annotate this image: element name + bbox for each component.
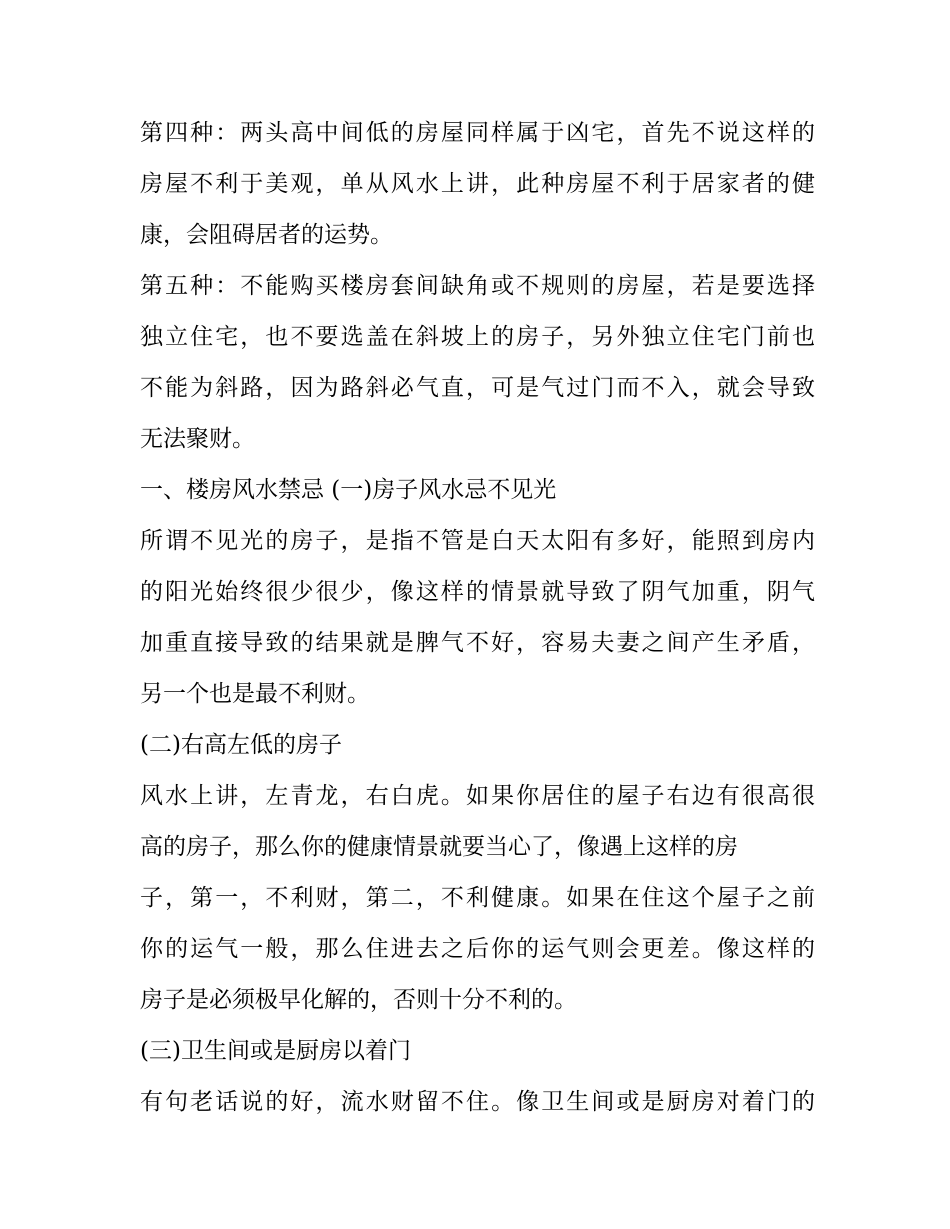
paragraph-line: 另一个也是最不利财。 bbox=[140, 681, 370, 707]
paragraph-line: 加重直接导致的结果就是脾气不好，容易夫妻之间产生矛盾， bbox=[140, 630, 815, 656]
paragraph-line: 不能为斜路，因为路斜必气直，可是气过门而不入，就会导致 bbox=[140, 375, 815, 401]
paragraph-line: 的阳光始终很少很少，像这样的情景就导致了阴气加重，阴气 bbox=[140, 579, 815, 605]
paragraph-line: 独立住宅，也不要选盖在斜坡上的房子，另外独立住宅门前也 bbox=[140, 324, 815, 350]
document-page bbox=[140, 108, 815, 1128]
paragraph-line: 无法聚财。 bbox=[140, 426, 255, 452]
paragraph-line: 第五种：不能购买楼房套间缺角或不规则的房屋，若是要选择 bbox=[140, 273, 815, 299]
paragraph-line: 房子是必须极早化解的，否则十分不利的。 bbox=[140, 987, 577, 1013]
paragraph-line: 有句老话说的好，流水财留不住。像卫生间或是厨房对着门的 bbox=[140, 1089, 815, 1115]
subsection-heading: (三)卫生间或是厨房以着门 bbox=[140, 1038, 411, 1064]
section-heading: 一、楼房风水禁忌 (一)房子风水忌不见光 bbox=[140, 477, 557, 503]
paragraph-line: 所谓不见光的房子，是指不管是白天太阳有多好，能照到房内 bbox=[140, 528, 815, 554]
paragraph-line: 房屋不利于美观，单从风水上讲，此种房屋不利于居家者的健 bbox=[140, 171, 815, 197]
subsection-heading: (二)右高左低的房子 bbox=[140, 732, 342, 758]
paragraph-line: 子，第一，不利财，第二，不利健康。如果在住这个屋子之前 bbox=[140, 885, 815, 911]
paragraph-line: 第四种：两头高中间低的房屋同样属于凶宅，首先不说这样的 bbox=[140, 120, 815, 146]
paragraph-line: 你的运气一般，那么住进去之后你的运气则会更差。像这样的 bbox=[140, 936, 815, 962]
paragraph-line: 高的房子，那么你的健康情景就要当心了，像遇上这样的房 bbox=[140, 834, 738, 860]
paragraph-line: 风水上讲，左青龙，右白虎。如果你居住的屋子右边有很高很 bbox=[140, 783, 815, 809]
paragraph-line: 康，会阻碍居者的运势。 bbox=[140, 222, 393, 248]
